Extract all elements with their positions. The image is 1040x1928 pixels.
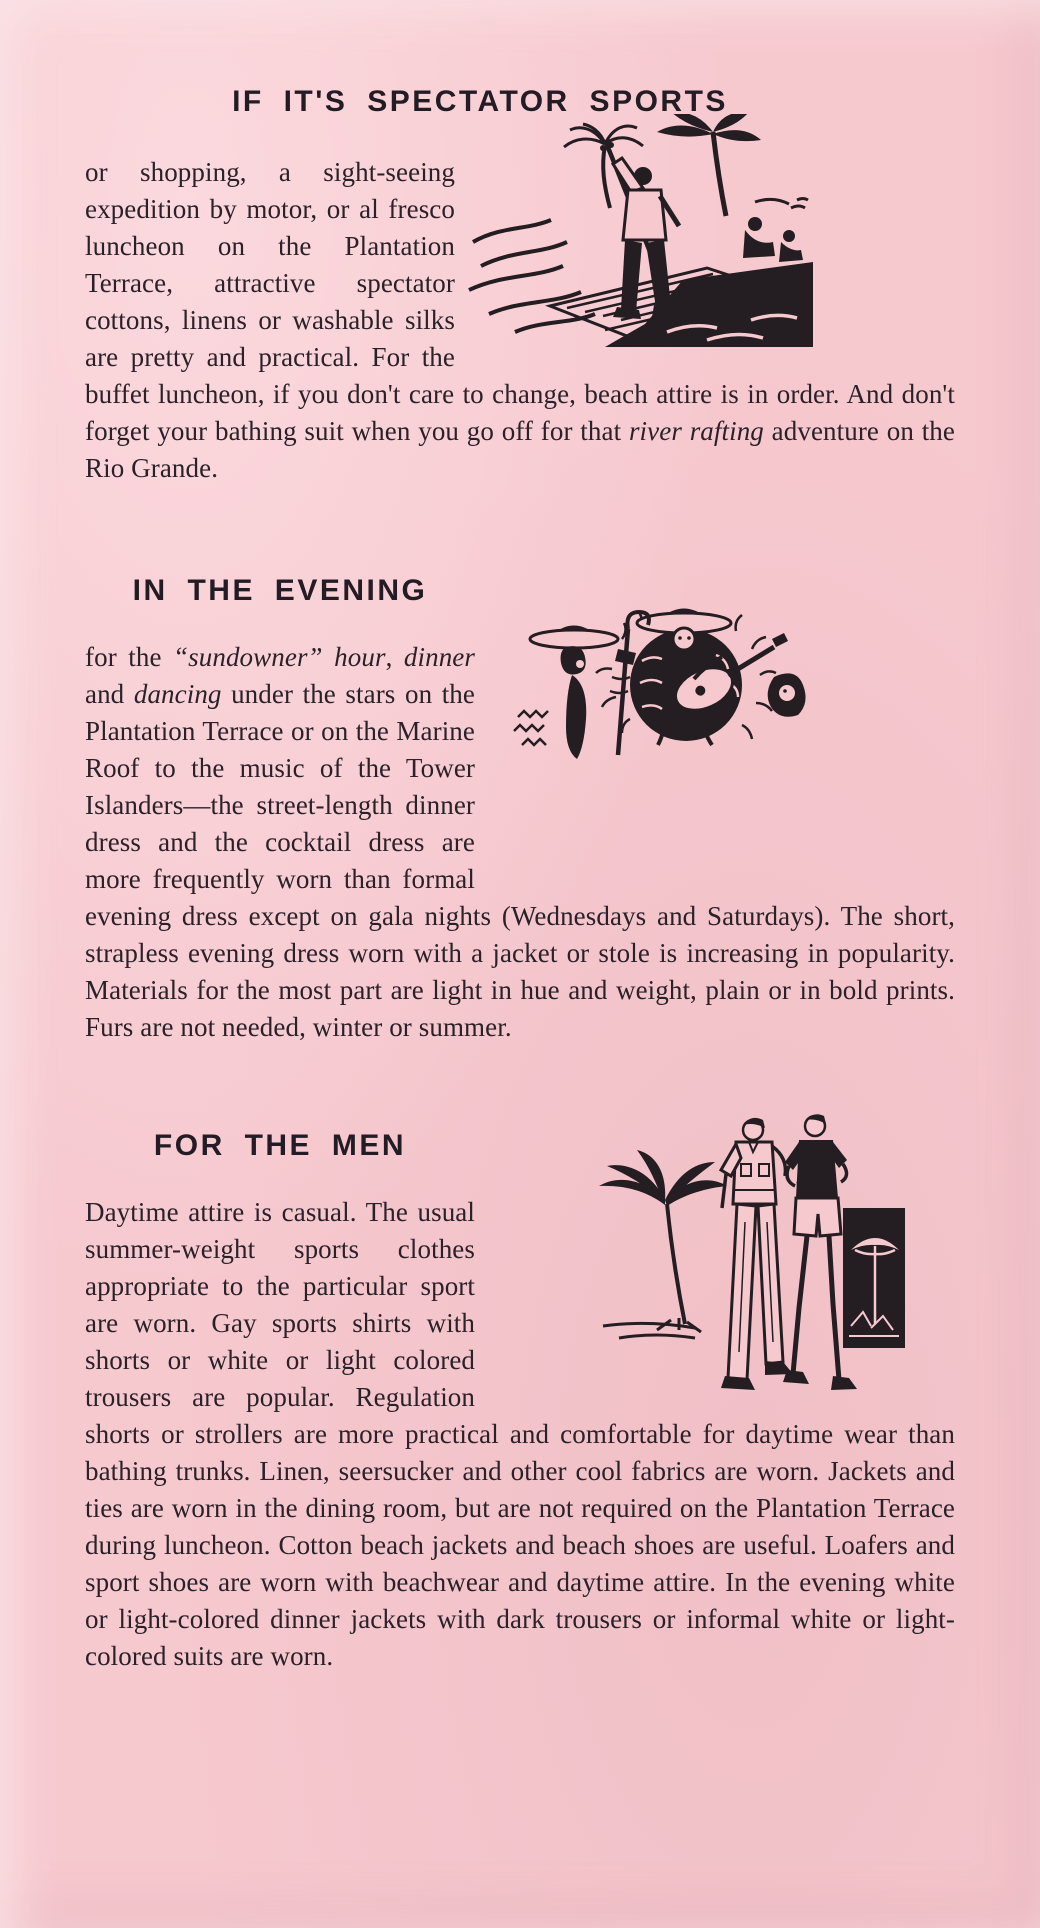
evening-musicians-illustration (490, 591, 810, 763)
illustration-container (455, 154, 955, 364)
illustration-container (475, 1128, 955, 1408)
section-heading-men: FOR THE MEN (153, 1129, 407, 1162)
section-for-the-men (85, 1128, 955, 1675)
section-paragraph-men: Daytime attire is casual. The usual summer-weight sports clothes appropriate to the particular sport are worn. Gay sports shirts with shorts or white or light colored trousers are popular. Regulation shorts or strollers are more practical and comfortable for daytime wear than bathing trunks. Linen, seersucker and other cool fabrics are worn. Jackets and ties are worn in the dining room, but are not required on the Plantation Terrace during luncheon. Cotton beach jackets and beach shoes are useful. Loafers and sport shoes are worn with beachwear and daytime attire. In the evening white or light-colored dinner jackets with dark trousers or informal white or light-colored suits are worn. (85, 1197, 955, 1671)
men-walking-illustration (575, 1112, 905, 1412)
section-paragraph-evening: for the “sundowner” hour, dinner and dancing under the stars on the Plantation Terrace or on the Marine Roof to the music of the Tower Islanders—the street-length dinner dress and the cocktail dress are more frequently worn than formal evening dress except on gala nights (Wednesdays and Saturdays). The short, strapless evening dress worn with a jacket or stole is increasing in popularity. Materials for the most part are light in hue and weight, plain or in bold prints. Furs are not needed, winter or summer. (85, 642, 955, 1042)
section-paragraph-spectator: or shopping, a sight-seeing expedition by motor, or al fresco luncheon on the Plantation Terrace, attractive spectator cottons, linens or washable silks are pretty and practical. For the buffet luncheon, if you don't care to change, beach attire is in order. And don't forget your bathing suit when you go off for that river rafting adventure on the Rio Grande. (85, 157, 955, 483)
section-heading-evening: IN THE EVENING (132, 574, 428, 607)
illustration-container (475, 573, 955, 863)
section-heading-spectator: IF IT'S SPECTATOR SPORTS (232, 85, 728, 118)
section-spectator-sports (85, 84, 955, 487)
river-rafting-illustration (455, 114, 815, 349)
section-in-the-evening (85, 573, 955, 1046)
